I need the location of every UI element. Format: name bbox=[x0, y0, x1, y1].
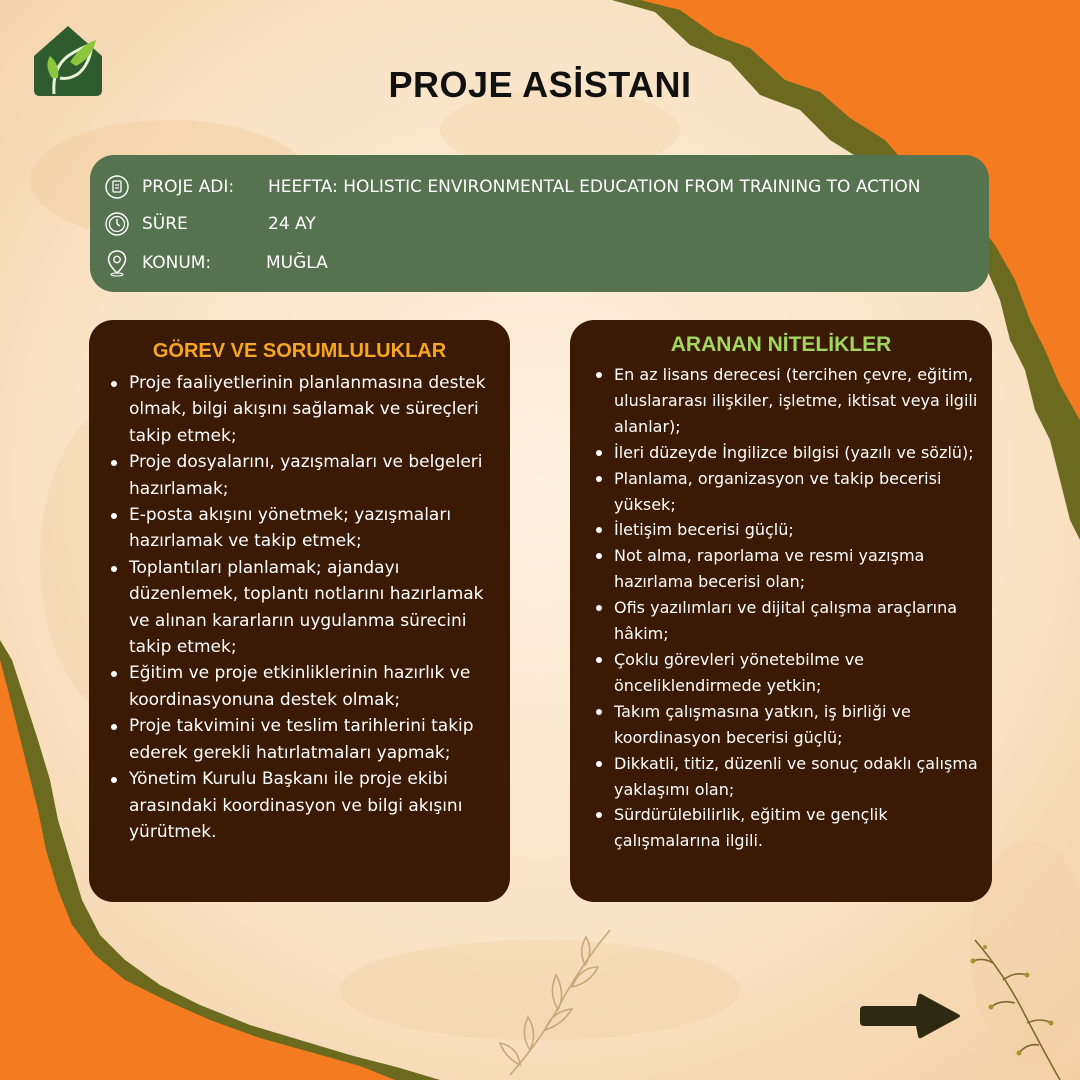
info-label-duration: SÜRE bbox=[142, 214, 188, 234]
list-item: Proje faaliyetlerinin planlanmasına destek olmak, bilgi akışını sağlamak ve süreçleri takip etmek; bbox=[109, 370, 500, 449]
duties-list bbox=[109, 370, 500, 845]
berry-sprig-icon bbox=[965, 935, 1080, 1080]
list-item: Çoklu görevleri yönetebilme ve önceliklendirmede yetkin; bbox=[594, 647, 982, 699]
info-row-project-name bbox=[104, 172, 921, 202]
info-value-project-name: HEEFTA: HOLISTIC ENVIRONMENTAL EDUCATION FROM TRAINING TO ACTION bbox=[268, 177, 921, 197]
info-row-duration bbox=[104, 209, 316, 239]
list-item: Proje takvimini ve teslim tarihlerini takip ederek gerekli hatırlatmaları yapmak; bbox=[109, 713, 500, 766]
list-item: Yönetim Kurulu Başkanı ile proje ekibi arasındaki koordinasyon ve bilgi akışını yürütmek. bbox=[109, 766, 500, 845]
project-info-panel bbox=[90, 155, 989, 292]
info-value-location: MUĞLA bbox=[266, 253, 328, 273]
list-item: E-posta akışını yönetmek; yazışmaları hazırlamak ve takip etmek; bbox=[109, 502, 500, 555]
list-item: İletişim becerisi güçlü; bbox=[594, 517, 982, 543]
list-item: Not alma, raporlama ve resmi yazışma hazırlama becerisi olan; bbox=[594, 543, 982, 595]
list-item: Sürdürülebilirlik, eğitim ve gençlik çalışmalarına ilgili. bbox=[594, 802, 982, 854]
location-pin-icon bbox=[104, 250, 130, 276]
list-item: Takım çalışmasına yatkın, iş birliği ve koordinasyon becerisi güçlü; bbox=[594, 699, 982, 751]
duties-card bbox=[89, 320, 510, 902]
leaf-sprig-icon bbox=[490, 925, 630, 1080]
info-label-location: KONUM: bbox=[142, 253, 212, 273]
next-arrow-icon[interactable] bbox=[858, 992, 962, 1040]
list-item: İleri düzeyde İngilizce bilgisi (yazılı ve sözlü); bbox=[594, 440, 982, 466]
document-icon bbox=[104, 174, 130, 200]
list-item: En az lisans derecesi (tercihen çevre, eğitim, uluslararası ilişkiler, işletme, iktisat veya ilgili alanlar); bbox=[594, 362, 982, 440]
info-row-location bbox=[104, 248, 328, 278]
info-label-project-name: PROJE ADI: bbox=[142, 177, 235, 197]
duties-heading: GÖREV VE SORUMLULUKLAR bbox=[152, 340, 447, 362]
list-item: Eğitim ve proje etkinliklerinin hazırlık ve koordinasyonuna destek olmak; bbox=[109, 660, 500, 713]
list-item: Proje dosyalarını, yazışmaları ve belgeleri hazırlamak; bbox=[109, 449, 500, 502]
list-item: Ofis yazılımları ve dijital çalışma araçlarına hâkim; bbox=[594, 595, 982, 647]
qualifications-list bbox=[594, 362, 982, 854]
qualifications-heading: ARANAN NİTELİKLER bbox=[670, 333, 892, 356]
clock-icon bbox=[104, 211, 130, 237]
list-item: Dikkatli, titiz, düzenli ve sonuç odaklı çalışma yaklaşımı olan; bbox=[594, 751, 982, 803]
list-item: Toplantıları planlamak; ajandayı düzenlemek, toplantı notlarını hazırlamak ve alınan kararların uygulanma sürecini takip etmek; bbox=[109, 555, 500, 661]
list-item: Planlama, organizasyon ve takip becerisi yüksek; bbox=[594, 466, 982, 518]
page-title: PROJE ASİSTANI bbox=[388, 64, 692, 105]
info-value-duration: 24 AY bbox=[268, 214, 316, 234]
qualifications-card bbox=[570, 320, 992, 902]
